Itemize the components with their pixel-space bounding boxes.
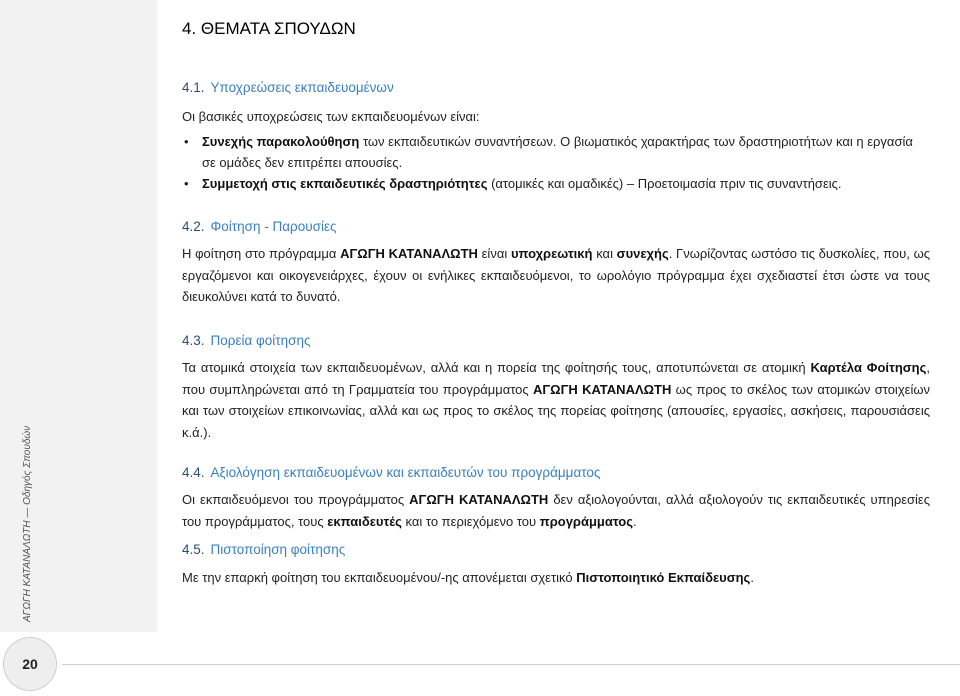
section-heading-4-1 [182, 80, 394, 95]
bold-term: Καρτέλα Φοίτησης [810, 360, 927, 375]
paragraph-certification [182, 567, 930, 589]
paragraph-progress [182, 357, 930, 443]
bold-term: προγράμματος [539, 513, 634, 529]
text-run: δεν αξιολογούνται, αλλά αξιολογούν τις εκπαιδευτικές υπηρεσίες του προγράμματος, τους [182, 492, 930, 529]
bold-term: συνεχής [616, 246, 669, 261]
section-number: 4.4. [182, 465, 205, 480]
program-name: ΑΓΩΓΗ ΚΑΤΑΝΑΛΩΤΗ [340, 246, 478, 261]
text-run: . Γνωρίζοντας ωστόσο τις δυσκολίες, που, ως εργαζόμενοι και οικογενειάρχες, έχουν οι ενήλικες εκπαιδευόμενοι, το ωρολόγιο πρόγραμμα έχει σχεδιαστεί έτσι ώστε να τους διευκολύνει κατά το δυνατό. [182, 246, 931, 304]
bullet-icon: • [184, 134, 189, 149]
text-run: . [633, 513, 637, 529]
bullet-icon: • [184, 176, 189, 191]
section-title: Πιστοποίηση φοίτησης [210, 542, 346, 557]
text-run: Η φοίτηση στο πρόγραμμα [182, 246, 341, 261]
chapter-heading: 4. ΘΕΜΑΤΑ ΣΠΟΥΔΩΝ [182, 19, 356, 38]
section-number: 4.5. [182, 542, 205, 557]
bold-term: Πιστοποιητικό Εκπαίδευσης [576, 570, 751, 585]
list-item-text: των εκπαιδευτικών συναντήσεων. Ο βιωματικός χαρακτήρας των δραστηριοτήτων και η εργασία σε ομάδες δεν επιτρέπει απουσίες. [202, 134, 913, 170]
section-number: 4.3. [182, 333, 205, 348]
section-heading-4-2 [182, 219, 336, 234]
bold-term: Συμμετοχή στις εκπαιδευτικές δραστηριότητες [202, 176, 488, 191]
section-number: 4.2. [182, 219, 205, 234]
bold-term: Συνεχής παρακολούθηση [202, 134, 360, 149]
text-run: Οι εκπαιδευόμενοι του προγράμματος [182, 492, 410, 507]
running-title: ΑΓΩΓΗ ΚΑΤΑΝΑΛΩΤΗ — Οδηγός Σπουδών [22, 425, 33, 622]
bold-term: υποχρεωτική [510, 246, 593, 261]
program-name: ΑΓΩΓΗ ΚΑΤΑΝΑΛΩΤΗ [532, 381, 672, 397]
section-title: Υποχρεώσεις εκπαιδευομένων [210, 80, 394, 95]
text-run: και το περιεχόμενο του [401, 513, 540, 529]
text-run: Με την επαρκή φοίτηση του εκπαιδευομένου/-ης απονέμεται σχετικό [182, 570, 577, 585]
text-run: Τα ατομικά στοιχεία των εκπαιδευομένων, αλλά και η πορεία της φοίτησής τους, αποτυπώνεται σε ατομική [182, 360, 811, 375]
section-heading-4-5 [182, 542, 345, 557]
section-heading-4-3 [182, 333, 311, 348]
section-title: Αξιολόγηση εκπαιδευομένων και εκπαιδευτών του προγράμματος [210, 465, 601, 480]
text-run: . [750, 570, 754, 585]
paragraph-evaluation [182, 489, 930, 532]
section-title: Φοίτηση - Παρουσίες [210, 219, 337, 234]
list-item [182, 173, 930, 194]
page-number: 20 [3, 637, 57, 691]
program-name: ΑΓΩΓΗ ΚΑΤΑΝΑΛΩΤΗ [409, 492, 549, 507]
list-item-text: (ατομικές και ομαδικές) – Προετοιμασία πριν τις συναντήσεις. [487, 176, 842, 191]
section-heading-4-4 [182, 465, 600, 480]
text-run: είναι [477, 246, 511, 261]
section-title: Πορεία φοίτησης [210, 333, 311, 348]
intro-text: Οι βασικές υποχρεώσεις των εκπαιδευομένων είναι: [182, 109, 480, 124]
footer-rule [62, 664, 960, 665]
section-number: 4.1. [182, 80, 205, 95]
text-run: και [592, 246, 617, 261]
paragraph-attendance [182, 243, 930, 308]
text-run: ως προς το σκέλος των ατομικών στοιχείων και των στοιχείων επικοινωνίας, αλλά και ως προς το σκέλος της πορείας φοίτησης (απουσίες, εργασίες, ασκήσεις, παρουσιάσεις κ.ά.). [182, 381, 930, 440]
list-item [182, 131, 930, 173]
bold-term: εκπαιδευτές [327, 513, 402, 529]
text-run: , που συμπληρώνεται από τη Γραμματεία του προγράμματος [182, 360, 930, 397]
